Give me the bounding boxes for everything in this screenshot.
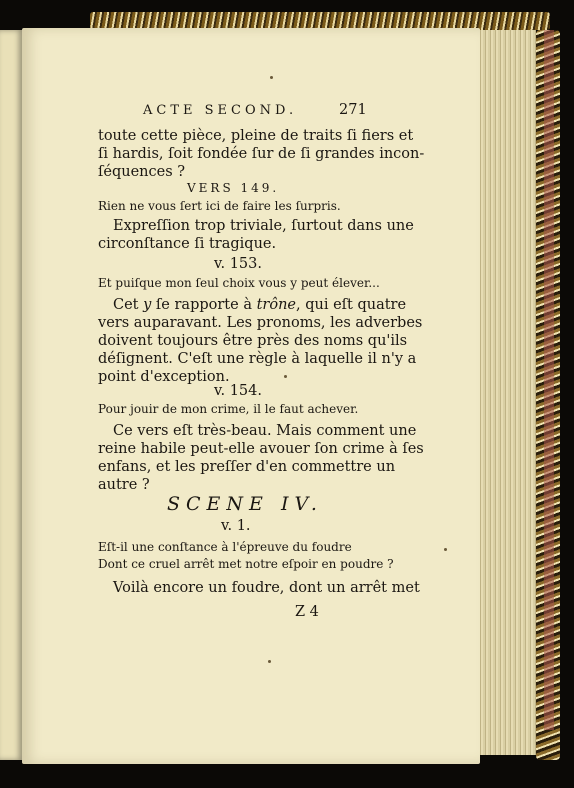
text-line: déſignent. C'eſt une règle à laquelle il n'y a (98, 351, 417, 367)
text-line: vers auparavant. Les pronoms, les adverbes (98, 315, 423, 331)
ink-speck (284, 375, 287, 378)
text-line: Ce vers eſt très-beau. Mais comment une (113, 423, 417, 439)
text-line: Expreſſion trop triviale, ſurtout dans une (113, 218, 414, 234)
verse-label: v. 153. (214, 256, 262, 272)
text-line: autre ? (98, 477, 150, 493)
verse-line: Rien ne vous ſert ici de faire les ſurpris. (98, 199, 341, 213)
text-line: circonſtance ſi tragique. (98, 236, 277, 252)
verse-label: VERS 149. (187, 181, 280, 195)
scene-heading: SCENE IV. (167, 493, 323, 515)
ink-speck (268, 660, 271, 663)
signature-mark: Z 4 (295, 604, 319, 620)
text-line: point d'exception. (98, 369, 230, 385)
text-line: toute cette pièce, pleine de traits ſi fiers et (98, 128, 414, 144)
verse-label: v. 154. (214, 383, 262, 399)
verse-line: Eſt-il une conſtance à l'épreuve du foudre (98, 540, 352, 554)
text-line: ſi hardis, ſoit fondée ſur de ſi grandes incon- (98, 146, 425, 162)
text-line: ſéquences ? (98, 164, 186, 180)
text-line: Cet y ſe rapporte à trône, qui eſt quatre (113, 297, 407, 313)
running-head-title: ACTE SECOND. (143, 103, 298, 118)
page-number: 271 (339, 102, 367, 118)
verse-label: v. 1. (221, 518, 251, 534)
verse-line: Dont ce cruel arrêt met notre eſpoir en poudre ? (98, 557, 394, 571)
text-line: Voilà encore un foudre, dont un arrêt met (113, 580, 420, 596)
verse-line: Et puiſque mon ſeul choix vous y peut élever... (98, 276, 380, 290)
verse-line: Pour jouir de mon crime, il le faut achever. (98, 402, 359, 416)
text-line: doivent toujours être près des noms qu'ils (98, 333, 408, 349)
ink-speck (444, 548, 447, 551)
text-line: reine habile peut-elle avouer ſon crime à ſes (98, 441, 424, 457)
text-line: enfans, et les preſſer d'en commettre un (98, 459, 396, 475)
ink-speck (270, 76, 273, 79)
